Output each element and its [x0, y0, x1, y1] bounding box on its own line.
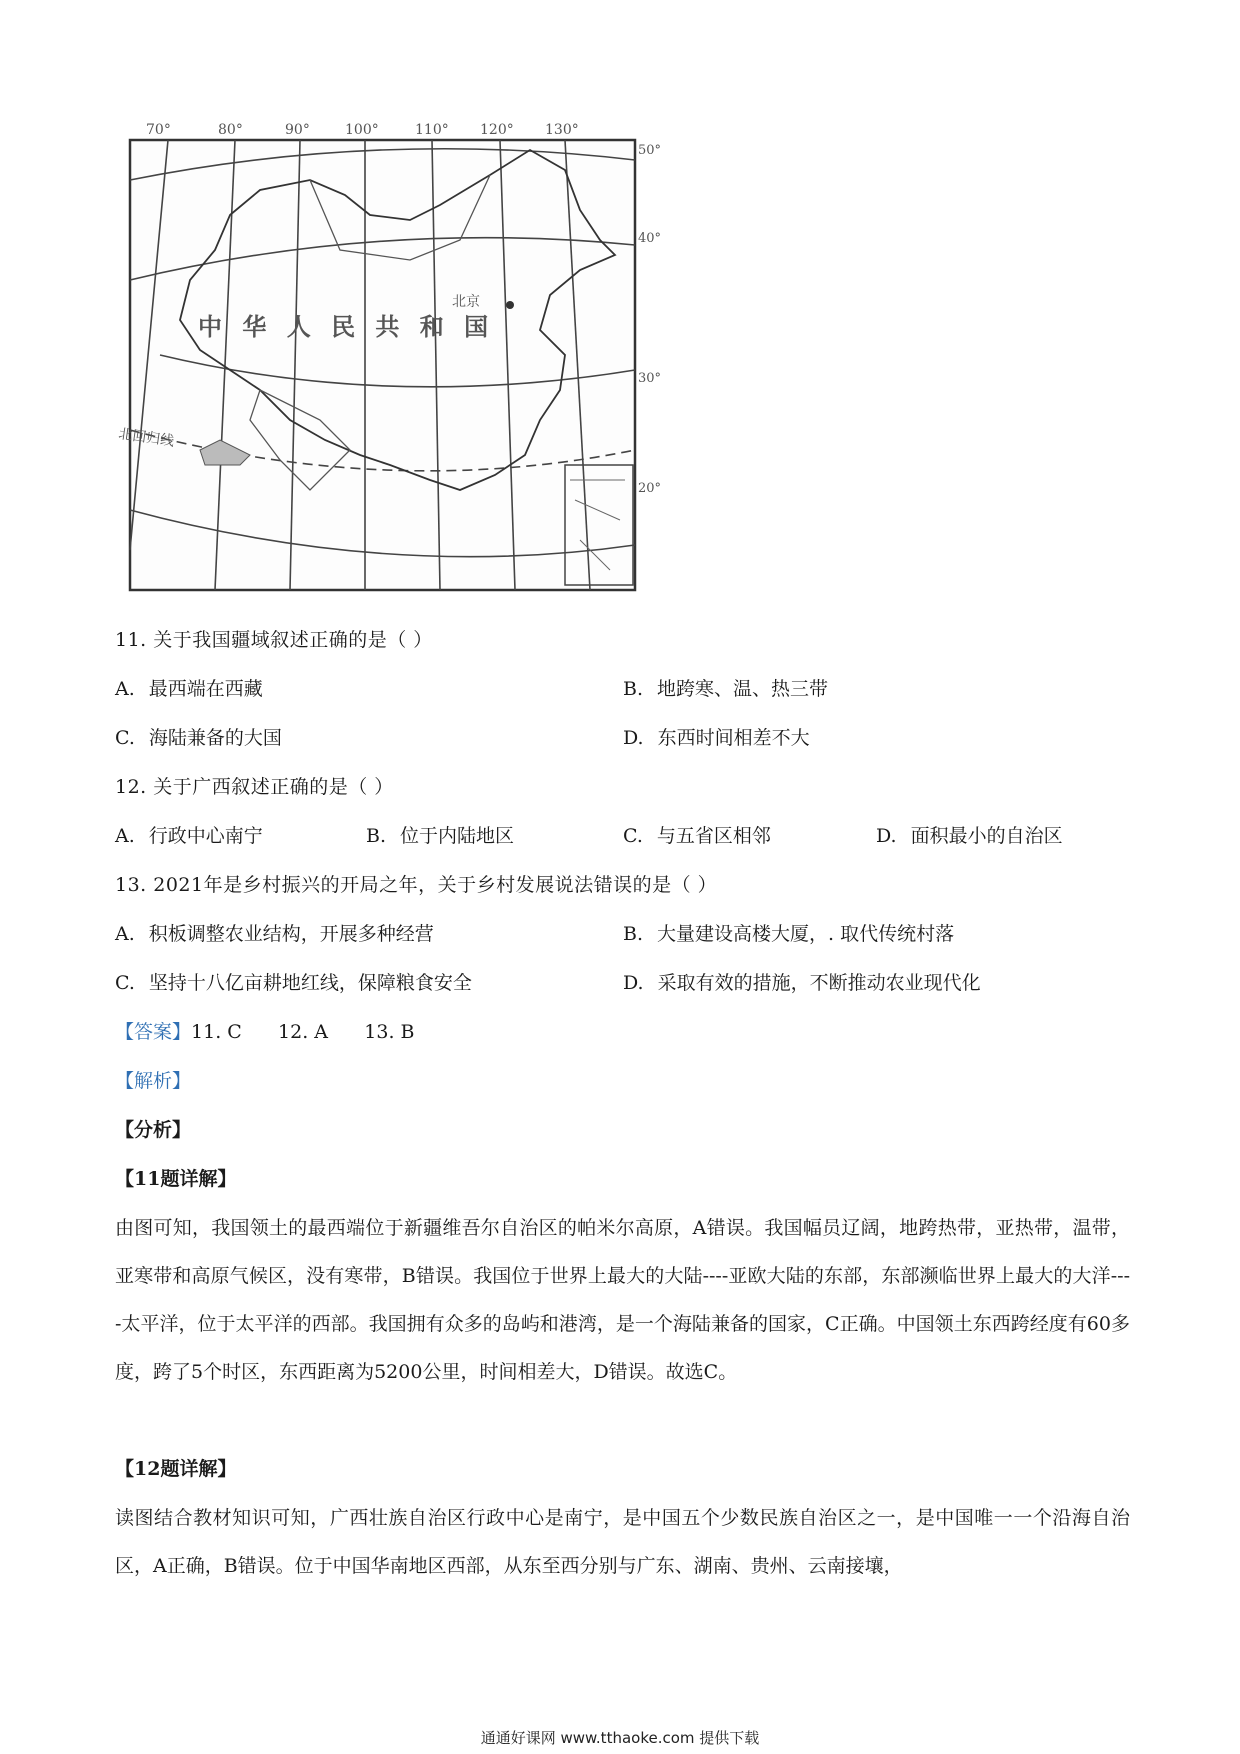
q13-option-b: [623, 921, 954, 947]
lat-label-50: 50°: [638, 143, 662, 158]
option-text: 地跨寒、温、热三带: [657, 678, 829, 700]
country-label: 中 华 人 民 共 和 国: [198, 312, 495, 341]
q11-option-a: [115, 676, 263, 702]
q12-option-b: [366, 823, 514, 849]
option-letter: B.: [623, 923, 644, 945]
lon-label-100: 100°: [345, 122, 379, 138]
option-text: 坚持十八亿亩耕地红线，保障粮食安全: [148, 972, 472, 994]
option-text: 位于内陆地区: [400, 825, 515, 847]
q12-option-d: [876, 823, 1063, 849]
option-text: 采取有效的措施，不断推动农业现代化: [657, 972, 981, 994]
q12-stem: 12. 关于广西叙述正确的是（ ）: [115, 776, 394, 798]
detail11-text: 由图可知，我国领土的最西端位于新疆维吾尔自治区的帕米尔高原，A错误。我国幅员辽阔，地跨热带，亚热带，温带，亚寒带和高原气候区，没有寒带，B错误。我国位于世界上最大的大陆----亚欧大陆的东部，东部濒临世界上最大的大洋----太平洋，位于太平洋的西部。我国拥有众多的岛屿和港湾，是一个海陆兼备的国家，C正确。中国领土东西跨经度有60多度，跨了5个时区，东西距离为5200公里，时间相差大，D错误。故选C。: [115, 1217, 1130, 1383]
option-text: 与五省区相邻: [656, 825, 771, 847]
lon-label-90: 90°: [285, 122, 310, 138]
tropic-label: 北回归线: [117, 426, 176, 450]
option-text: 最西端在西藏: [148, 678, 263, 700]
option-letter: A.: [115, 825, 135, 847]
fenxi-label: 【分析】: [115, 1119, 192, 1141]
lon-label-110: 110°: [415, 122, 449, 138]
lon-label-120: 120°: [480, 122, 514, 138]
option-letter: C.: [115, 727, 135, 749]
option-text: 面积最小的自治区: [910, 825, 1063, 847]
option-letter: B.: [623, 678, 644, 700]
option-letter: B.: [366, 825, 387, 847]
beijing-marker: [506, 301, 514, 309]
option-letter: D.: [623, 727, 644, 749]
answer-label: 【答案】: [115, 1021, 192, 1043]
lon-label-80: 80°: [218, 122, 243, 138]
detail12-label: 【12题详解】: [115, 1458, 237, 1480]
lon-label-130: 130°: [545, 122, 579, 138]
city-label: 北京: [452, 294, 480, 310]
option-letter: C.: [115, 972, 135, 994]
china-map-figure: [110, 120, 710, 600]
q13-option-c: [115, 970, 472, 996]
option-text: 海陆兼备的大国: [148, 727, 282, 749]
q11-stem: 11. 关于我国疆域叙述正确的是（ ）: [115, 629, 433, 651]
answer-line: [115, 1019, 414, 1045]
lat-label-40: 40°: [638, 231, 662, 246]
option-letter: D.: [623, 972, 644, 994]
page-footer: 通通好课网 www.tthaoke.com 提供下载: [480, 1729, 760, 1747]
q11-option-d: [623, 725, 810, 751]
lat-label-30: 30°: [638, 371, 662, 386]
option-text: 行政中心南宁: [148, 825, 263, 847]
option-text: 积板调整农业结构，开展多种经营: [148, 923, 434, 945]
option-letter: A.: [115, 923, 135, 945]
q11-option-b: [623, 676, 828, 702]
option-letter: C.: [623, 825, 643, 847]
detail11-label: 【11题详解】: [115, 1168, 237, 1190]
q12-option-a: [115, 823, 263, 849]
q12-option-c: [623, 823, 771, 849]
q13-option-a: [115, 921, 434, 947]
option-letter: D.: [876, 825, 897, 847]
q11-option-c: [115, 725, 282, 751]
q13-stem: 13. 2021年是乡村振兴的开局之年，关于乡村发展说法错误的是（ ）: [115, 874, 718, 896]
answer-values: 11. C 12. A 13. B: [191, 1021, 415, 1043]
lon-label-70: 70°: [146, 122, 171, 138]
option-text: 东西时间相差不大: [657, 727, 810, 749]
q13-option-d: [623, 970, 981, 996]
china-map: [110, 120, 710, 600]
lat-label-20: 20°: [638, 481, 662, 496]
analysis-label: 【解析】: [115, 1070, 192, 1092]
option-text: 大量建设高楼大厦，. 取代传统村落: [657, 923, 955, 945]
detail12-text: 读图结合教材知识可知，广西壮族自治区行政中心是南宁，是中国五个少数民族自治区之一，是中国唯一一个沿海自治区，A正确，B错误。位于中国华南地区西部，从东至西分别与广东、湖南、贵州、云南接壤，: [115, 1507, 1130, 1577]
option-letter: A.: [115, 678, 135, 700]
